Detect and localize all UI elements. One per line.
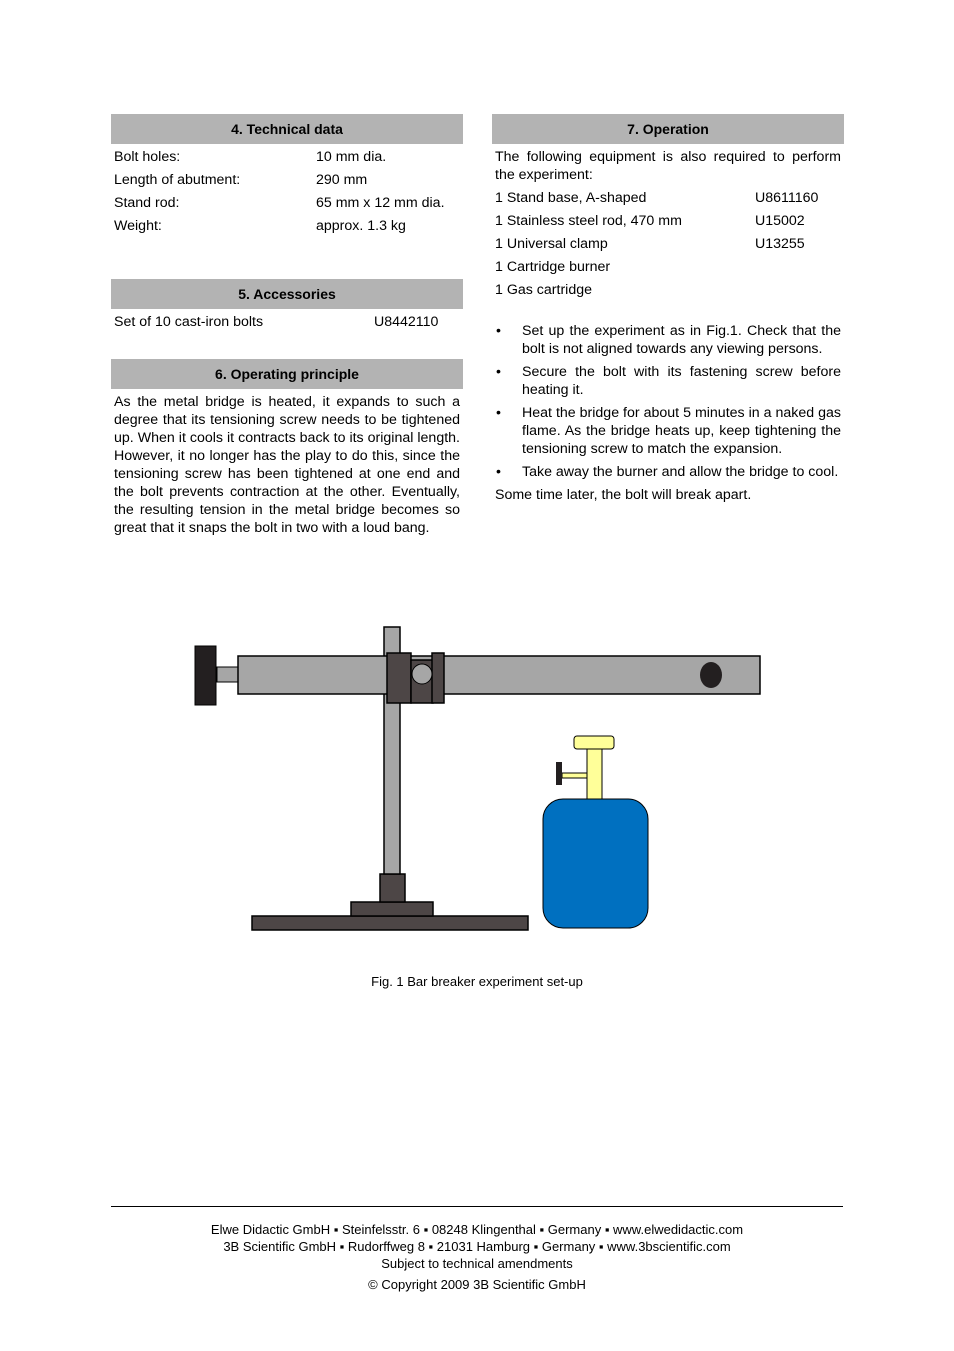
accessories-heading: 5. Accessories [111,279,463,309]
equipment-code: U15002 [755,213,805,229]
footer [0,1221,954,1293]
spec-key: Weight: [114,218,162,234]
operation-step: • Heat the bridge for about 5 minutes in a naked gas flame. As the bridge heats up, keep tightening the tensioning screw to match the expansion. [492,404,844,458]
valve-knob [556,762,562,785]
technical-data-heading: 4. Technical data [111,114,463,144]
valve-lever [562,773,587,778]
operation-step: • Take away the burner and allow the bridge to cool. [492,463,844,481]
gas-cartridge [543,799,648,928]
spec-value: 10 mm dia. [316,149,387,165]
equipment-code: U8611160 [755,190,819,206]
operation-intro: The following equipment is also required to perform the experiment: [495,149,841,183]
footer-address-elwe: Elwe Didactic GmbH ▪ Steinfelsstr. 6 ▪ 08248 Klingenthal ▪ Germany ▪ www.elwedidactic.com [210,1222,744,1237]
footer-notice: Subject to technical amendments [381,1256,573,1271]
equipment-item: 1 Stand base, A-shaped [495,190,647,206]
metal-bridge [238,656,760,694]
spec-key: Stand rod: [114,195,180,211]
stand-rod-foot [380,874,405,902]
figure-caption: Fig. 1 Bar breaker experiment set-up [371,974,583,989]
spec-key: Length of abutment: [114,172,241,188]
clamp-screw [412,664,432,684]
spec-value: 290 mm [316,172,368,188]
accessory-name: Set of 10 cast-iron bolts [114,314,264,330]
stand-base-plate [351,902,433,916]
footer-divider [111,1206,843,1207]
valve-stem [587,747,602,799]
spec-key: Bolt holes: [114,149,181,165]
operation-step: • Set up the experiment as in Fig.1. Check that the bolt is not aligned towards any viewing persons. [492,322,844,358]
accessory-code: U8442110 [374,314,439,330]
tensioning-screw-knob [195,646,216,705]
equipment-item: 1 Universal clamp [495,236,608,252]
equipment-code: U13255 [755,236,805,252]
operation-conclusion: Some time later, the bolt will break apart. [495,487,752,503]
equipment-item: 1 Stainless steel rod, 470 mm [495,213,682,229]
tensioning-screw-shaft [217,667,239,682]
stand-base [252,916,528,930]
footer-copyright: © Copyright 2009 3B Scientific GmbH [368,1277,586,1292]
equipment-item: 1 Cartridge burner [495,259,611,275]
footer-address-3b: 3B Scientific GmbH ▪ Rudorffweg 8 ▪ 21031 Hamburg ▪ Germany ▪ www.3bscientific.com [223,1239,731,1254]
valve-cap [574,736,614,749]
operating-principle-text: As the metal bridge is heated, it expands to such a degree that its tensioning screw needs to be tightened up. When it cools it contracts back to its original length. However, it no longer has the play to do this, since the tensioning screw has been tightened at one end and the bolt prevents contraction at the other. Eventually, the resulting tension in the metal bridge becomes so great that it snaps the bolt in two with a loud bang. [114,394,460,536]
operation-heading: 7. Operation [492,114,844,144]
bolt-hole [700,662,722,688]
operation-step: • Secure the bolt with its fastening screw before heating it. [492,363,844,399]
equipment-item: 1 Gas cartridge [495,282,592,298]
operating-principle-heading: 6. Operating principle [111,359,463,389]
spec-value: approx. 1.3 kg [316,218,406,234]
spec-value: 65 mm x 12 mm dia. [316,195,445,211]
clamp-jaw [432,653,444,703]
universal-clamp [387,653,411,703]
